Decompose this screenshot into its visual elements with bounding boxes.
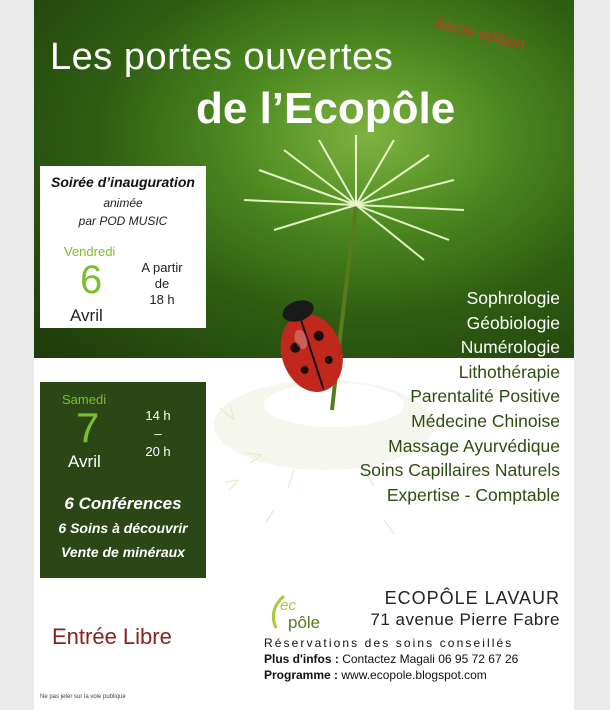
ecopole-logo (266, 590, 346, 634)
footer-note: Ne pas jeter sur la voie publique (40, 694, 126, 700)
poster (34, 0, 574, 710)
samedi-time-dash: – (154, 426, 162, 441)
plus-infos-label: Plus d'infos : (264, 652, 339, 666)
title-line-1: Les portes ouvertes (50, 36, 394, 78)
edition-label: 6ème édition (433, 15, 527, 54)
samedi-time-end: 20 h (145, 444, 171, 459)
service-item: Numérologie (460, 337, 560, 358)
programme-line (264, 668, 560, 682)
services-list (360, 286, 560, 507)
service-item: Soins Capillaires Naturels (359, 460, 560, 481)
samedi-date: 7 (76, 404, 100, 451)
service-item: Parentalité Positive (410, 386, 560, 407)
soiree-time-2: de (154, 276, 170, 291)
samedi-line-3: Vente de minéraux (61, 544, 185, 560)
samedi-day: Samedi (62, 392, 107, 407)
programme-label: Programme : (264, 668, 339, 682)
soiree-heading: Soirée d’inauguration (51, 174, 195, 190)
soiree-time-1: A partir (141, 260, 183, 275)
entree-libre: Entrée Libre (52, 624, 172, 649)
address-street: 71 avenue Pierre Fabre (370, 610, 560, 629)
soiree-date: 6 (80, 258, 103, 302)
soiree-time-3: 18 h (149, 292, 175, 307)
service-item: Géobiologie (466, 312, 560, 333)
service-item: Expertise - Comptable (386, 484, 560, 505)
soiree-line-2: par POD MUSIC (78, 214, 168, 228)
logo-text-bottom: pôle (288, 613, 321, 632)
soiree-box (40, 166, 206, 328)
samedi-line-2: 6 Soins à découvrir (58, 520, 188, 536)
service-item: Lithothérapie (458, 361, 560, 382)
samedi-time-start: 14 h (145, 408, 171, 423)
samedi-box (40, 382, 206, 578)
reservations-line: Réservations des soins conseillés (264, 636, 514, 650)
soiree-day: Vendredi (64, 244, 116, 259)
programme-url: www.ecopole.blogspot.com (341, 668, 487, 682)
address-name: ECOPÔLE LAVAUR (384, 588, 560, 608)
service-item: Sophrologie (466, 288, 560, 308)
samedi-line-1: 6 Conférences (64, 494, 182, 513)
plus-infos-value: Contactez Magali 06 95 72 67 26 (342, 652, 519, 666)
soiree-line-1: animée (103, 196, 143, 210)
service-item: Massage Ayurvédique (388, 435, 560, 456)
samedi-month: Avril (68, 452, 101, 471)
plus-infos-line (264, 652, 560, 666)
soiree-month: Avril (70, 306, 103, 325)
title-line-2: de l’Ecopôle (196, 84, 456, 133)
service-item: Médecine Chinoise (411, 410, 560, 431)
logo-text-top: ec (280, 597, 296, 614)
